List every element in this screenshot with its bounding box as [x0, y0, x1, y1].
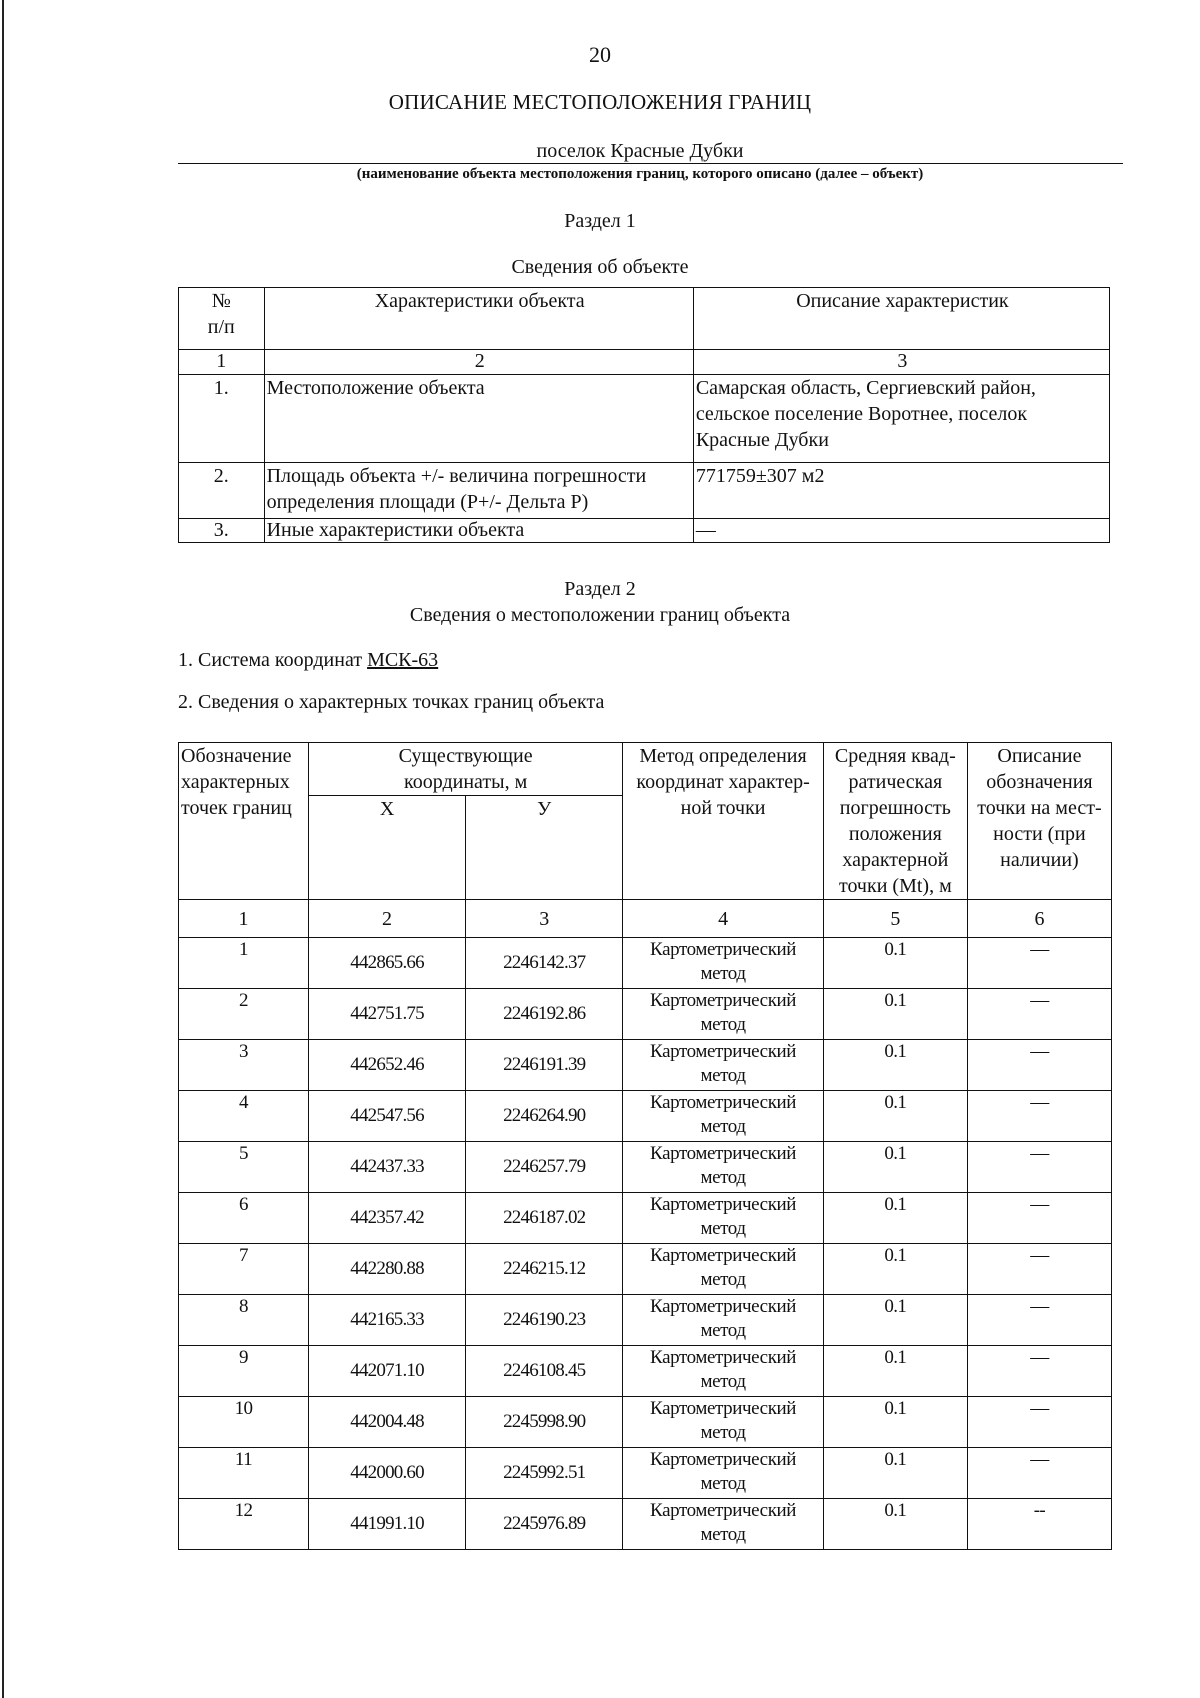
- y-coordinate-cell: 2246264.90: [466, 1091, 623, 1142]
- y-coordinate-cell: 2245976.89: [466, 1499, 623, 1550]
- error-cell: 0.1: [823, 989, 967, 1040]
- point-number-cell: 7: [179, 1244, 309, 1295]
- page-edge-rule: [2, 0, 4, 1698]
- section2-subtitle: Сведения о местоположении границ объекта: [409, 604, 791, 626]
- table-row: [179, 1448, 1112, 1499]
- point-description-cell: —: [967, 1193, 1111, 1244]
- point-number-cell: 5: [179, 1142, 309, 1193]
- method-cell: [623, 1091, 824, 1142]
- method-line: метод: [700, 1371, 746, 1392]
- x-coordinate-cell: 442280.88: [308, 1244, 465, 1295]
- characteristic-cell: Местоположение объекта: [264, 375, 693, 463]
- table-row: [179, 989, 1112, 1040]
- header-cell-x: Х: [308, 796, 465, 900]
- header-text: положения: [848, 823, 942, 845]
- table-header-row: [179, 288, 1110, 350]
- method-line: метод: [700, 1320, 746, 1341]
- table-row: [179, 938, 1112, 989]
- method-cell: [623, 1346, 824, 1397]
- x-coordinate-cell: 442865.66: [308, 938, 465, 989]
- point-description-cell: —: [967, 1244, 1111, 1295]
- method-cell: [623, 1448, 824, 1499]
- method-cell: [623, 989, 824, 1040]
- method-line: метод: [700, 1218, 746, 1239]
- method-cell: [623, 1193, 824, 1244]
- characteristic-line: Площадь объекта +/- величина погрешности: [266, 465, 647, 487]
- method-line: Картометрический: [650, 1143, 797, 1164]
- point-number-cell: 11: [179, 1448, 309, 1499]
- method-line: метод: [700, 963, 746, 984]
- point-number-cell: 8: [179, 1295, 309, 1346]
- x-coordinate-cell: 442165.33: [308, 1295, 465, 1346]
- header-text: п/п: [207, 316, 235, 338]
- header-text: обозначения: [986, 771, 1093, 793]
- method-cell: [623, 938, 824, 989]
- header-text: точек границ: [181, 797, 292, 819]
- header-text: погрешность: [839, 797, 951, 819]
- coordinate-system-label: 1. Система координат: [178, 649, 368, 671]
- method-line: Картометрический: [650, 1449, 797, 1470]
- table-row: [179, 463, 1110, 519]
- method-cell: [623, 1142, 824, 1193]
- method-line: Картометрический: [650, 990, 797, 1011]
- description-cell: —: [693, 519, 1109, 543]
- header-text: ратическая: [848, 771, 943, 793]
- header-cell-method: [623, 743, 824, 900]
- section1-title: Раздел 1: [564, 210, 636, 232]
- table-row: [179, 1142, 1112, 1193]
- table-row: [179, 1346, 1112, 1397]
- object-info-table: [178, 287, 1110, 543]
- header-text: точки (Mt), м: [838, 875, 952, 897]
- method-line: Картометрический: [650, 1041, 797, 1062]
- header-text: Обозначение: [181, 745, 292, 767]
- error-cell: 0.1: [823, 1397, 967, 1448]
- column-number: 3: [466, 900, 623, 938]
- y-coordinate-cell: 2246215.12: [466, 1244, 623, 1295]
- x-coordinate-cell: 442357.42: [308, 1193, 465, 1244]
- page-number: 20: [589, 42, 611, 67]
- coordinate-system: [178, 649, 438, 672]
- header-text: ности (при: [993, 823, 1086, 845]
- coordinate-system-value: МСК-63: [367, 649, 439, 671]
- header-text: Описание: [997, 745, 1082, 767]
- method-cell: [623, 1295, 824, 1346]
- method-line: Картометрический: [650, 939, 797, 960]
- error-cell: 0.1: [823, 1040, 967, 1091]
- description-line: Самарская область, Сергиевский район,: [695, 377, 1036, 399]
- error-cell: 0.1: [823, 1193, 967, 1244]
- method-line: Картометрический: [650, 1245, 797, 1266]
- header-cell-error: [823, 743, 967, 900]
- characteristic-cell: Иные характеристики объекта: [264, 519, 693, 543]
- y-coordinate-cell: 2246191.39: [466, 1040, 623, 1091]
- object-name-underline: [178, 163, 1123, 164]
- table-row: [179, 1244, 1112, 1295]
- header-cell-description: [967, 743, 1111, 900]
- table-row: [179, 1499, 1112, 1550]
- y-coordinate-cell: 2246192.86: [466, 989, 623, 1040]
- method-line: метод: [700, 1524, 746, 1545]
- table-row: [179, 519, 1110, 543]
- document-title: ОПИСАНИЕ МЕСТОПОЛОЖЕНИЯ ГРАНИЦ: [388, 90, 812, 114]
- x-coordinate-cell: 441991.10: [308, 1499, 465, 1550]
- x-coordinate-cell: 442071.10: [308, 1346, 465, 1397]
- point-description-cell: —: [967, 1448, 1111, 1499]
- method-line: Картометрический: [650, 1398, 797, 1419]
- boundary-points-table: [178, 742, 1112, 1550]
- method-line: метод: [700, 1422, 746, 1443]
- method-line: Картометрический: [650, 1296, 797, 1317]
- point-description-cell: —: [967, 938, 1111, 989]
- error-cell: 0.1: [823, 938, 967, 989]
- column-number: 4: [623, 900, 824, 938]
- point-description-cell: —: [967, 989, 1111, 1040]
- header-text: Метод определения: [639, 745, 807, 767]
- method-cell: [623, 1499, 824, 1550]
- header-text: характерных: [181, 771, 290, 793]
- column-number: 1: [179, 350, 265, 375]
- object-name: поселок Красные Дубки: [536, 140, 744, 162]
- description-cell: 771759±307 м2: [693, 463, 1109, 519]
- method-line: Картометрический: [650, 1092, 797, 1113]
- header-cell-y: У: [466, 796, 623, 900]
- header-text: координат характер-: [636, 771, 810, 793]
- error-cell: 0.1: [823, 1244, 967, 1295]
- header-text: ной точки: [680, 797, 766, 819]
- header-cell-description: Описание характеристик: [693, 288, 1109, 350]
- description-line: Красные Дубки: [695, 429, 829, 451]
- point-description-cell: —: [967, 1295, 1111, 1346]
- header-cell-point: [179, 743, 309, 900]
- y-coordinate-cell: 2246142.37: [466, 938, 623, 989]
- table-row: [179, 1295, 1112, 1346]
- y-coordinate-cell: 2246187.02: [466, 1193, 623, 1244]
- column-number: 6: [967, 900, 1111, 938]
- point-number-cell: 10: [179, 1397, 309, 1448]
- point-description-cell: —: [967, 1346, 1111, 1397]
- method-line: метод: [700, 1116, 746, 1137]
- header-text: наличии): [1000, 849, 1079, 871]
- method-line: Картометрический: [650, 1500, 797, 1521]
- section2-title: Раздел 2: [564, 578, 636, 600]
- method-line: метод: [700, 1065, 746, 1086]
- column-number: 3: [693, 350, 1109, 375]
- header-text: координаты, м: [404, 771, 528, 793]
- characteristic-line: определения площади (Р+/- Дельта Р): [266, 491, 589, 513]
- x-coordinate-cell: 442652.46: [308, 1040, 465, 1091]
- error-cell: 0.1: [823, 1448, 967, 1499]
- method-cell: [623, 1397, 824, 1448]
- point-number-cell: 9: [179, 1346, 309, 1397]
- point-description-cell: --: [967, 1499, 1111, 1550]
- table-row: [179, 1091, 1112, 1142]
- method-line: метод: [700, 1269, 746, 1290]
- x-coordinate-cell: 442547.56: [308, 1091, 465, 1142]
- y-coordinate-cell: 2245998.90: [466, 1397, 623, 1448]
- header-text: характерной: [842, 849, 949, 871]
- point-number-cell: 6: [179, 1193, 309, 1244]
- x-coordinate-cell: 442004.48: [308, 1397, 465, 1448]
- description-cell: [693, 375, 1109, 463]
- header-cell-coordinates: [308, 743, 622, 796]
- header-text: Существующие: [398, 745, 533, 767]
- section1-subtitle: Сведения об объекте: [511, 256, 689, 278]
- method-line: метод: [700, 1167, 746, 1188]
- point-number-cell: 1: [179, 938, 309, 989]
- y-coordinate-cell: 2245992.51: [466, 1448, 623, 1499]
- error-cell: 0.1: [823, 1499, 967, 1550]
- point-number-cell: 2: [179, 989, 309, 1040]
- error-cell: 0.1: [823, 1142, 967, 1193]
- column-number: 2: [264, 350, 693, 375]
- row-number: 2.: [179, 463, 265, 519]
- header-cell-characteristic: Характеристики объекта: [264, 288, 693, 350]
- point-description-cell: —: [967, 1040, 1111, 1091]
- object-name-caption: (наименование объекта местоположения границ, которого описано (далее – объект): [356, 166, 924, 182]
- column-number: 2: [308, 900, 465, 938]
- table-row: [179, 1193, 1112, 1244]
- point-number-cell: 3: [179, 1040, 309, 1091]
- column-number-row: [179, 350, 1110, 375]
- header-cell-number: [179, 288, 265, 350]
- header-text: №: [211, 290, 231, 312]
- method-line: метод: [700, 1473, 746, 1494]
- description-line: сельское поселение Воротнее, поселок: [695, 403, 1028, 425]
- method-cell: [623, 1244, 824, 1295]
- table-row: [179, 1397, 1112, 1448]
- method-line: Картометрический: [650, 1194, 797, 1215]
- point-number-cell: 4: [179, 1091, 309, 1142]
- error-cell: 0.1: [823, 1346, 967, 1397]
- column-number-row: [179, 900, 1112, 938]
- error-cell: 0.1: [823, 1295, 967, 1346]
- error-cell: 0.1: [823, 1091, 967, 1142]
- table-row: [179, 375, 1110, 463]
- point-description-cell: —: [967, 1091, 1111, 1142]
- method-line: метод: [700, 1014, 746, 1035]
- x-coordinate-cell: 442751.75: [308, 989, 465, 1040]
- table-row: [179, 1040, 1112, 1091]
- column-number: 1: [179, 900, 309, 938]
- table-header-row: [179, 743, 1112, 796]
- characteristic-cell: [264, 463, 693, 519]
- point-number-cell: 12: [179, 1499, 309, 1550]
- y-coordinate-cell: 2246190.23: [466, 1295, 623, 1346]
- points-table-body: [179, 938, 1112, 1550]
- column-number: 5: [823, 900, 967, 938]
- header-text: Средняя квад-: [834, 745, 956, 767]
- point-description-cell: —: [967, 1397, 1111, 1448]
- x-coordinate-cell: 442000.60: [308, 1448, 465, 1499]
- row-number: 3.: [179, 519, 265, 543]
- method-line: Картометрический: [650, 1347, 797, 1368]
- header-text: точки на мест-: [977, 797, 1102, 819]
- method-cell: [623, 1040, 824, 1091]
- row-number: 1.: [179, 375, 265, 463]
- points-heading: 2. Сведения о характерных точках границ объекта: [178, 691, 605, 713]
- x-coordinate-cell: 442437.33: [308, 1142, 465, 1193]
- y-coordinate-cell: 2246108.45: [466, 1346, 623, 1397]
- y-coordinate-cell: 2246257.79: [466, 1142, 623, 1193]
- point-description-cell: —: [967, 1142, 1111, 1193]
